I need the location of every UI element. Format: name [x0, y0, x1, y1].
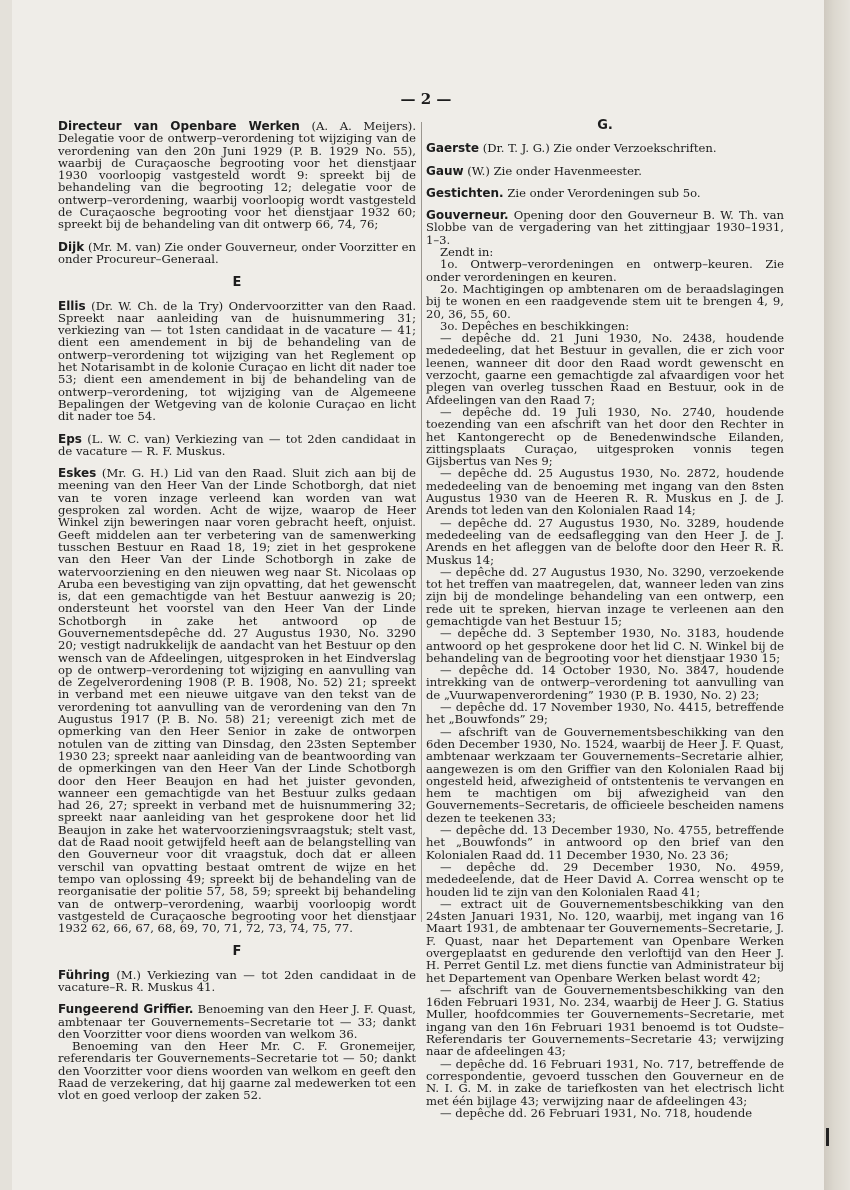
left-column [58, 120, 416, 1112]
entry-text: (Mr. M. van) Zie onder Gouverneur, onder Voorzitter en onder Procureur–Generaal. [58, 239, 417, 266]
entry-heading: Führing [58, 967, 110, 982]
entry-text: — depêche dd. 26 Februari 1931, No. 718, houdende [440, 1105, 753, 1120]
entry-text: Opening door den Gouverneur B. W. Th. van Slobbe van de vergadering van het zittingjaar 1930–1931, 1–3. [426, 208, 784, 247]
entry-text: — depêche dd. 27 Augustus 1930, No. 3289, houdende mededeeling van de eedsaflegging van den Heer J. de J. Arends en het afleggen van de belofte door den Heer R. R. Muskus 14; [426, 515, 784, 567]
entry-heading: Ellis [58, 298, 86, 313]
entry-text: — depêche dd. 13 December 1930, No. 4755, betreffende het „Bouwfonds” in antwoord op den brief van den Kolonialen Raad dd. 11 December 1930, No. 23 36; [426, 823, 784, 862]
entry-text: Zendt in: [440, 245, 494, 260]
index-entry-eps [58, 433, 416, 458]
entry-text: 1o. Ontwerp–verordeningen en ontwerp–keuren. Zie onder verordeningen en keuren. [426, 257, 784, 284]
entry-heading: Dijk [58, 239, 85, 254]
entry-text: 3o. Depêches en beschikkingen: [440, 318, 630, 333]
entry-text: — depêche dd. 14 October 1930, No. 3847, houdende intrekking van de ontwerp–verordening tot aanvulling van de „Vuurwapenverordening” 1930 (P. B. 1930, No. 2) 23; [426, 663, 784, 702]
entry-text: (Mr. G. H.) Lid van den Raad. Sluit zich aan bij de meening van den Heer Van der Linde Schotborgh, dat niet van te voren inzage verleend kan worden van wat gesproken zal worden. Acht de wijze, waarop de Heer Winkel zijn beweringen naar voren gebracht heeft, onjuist. Geeft middelen aan ter verbetering van de samenwerking tusschen Bestuur en Raad 18, 19; ziet in het gesprokene van den Heer Van der Linde Schotborgh in zake de watervoorziening en den nieuwen weg naar St. Nicolaas op Aruba een bevestiging van zijn opvatting, dat het gewenscht is, dat een gemachtigde van het Bestuur aanwezig is 20; ondersteunt het voorstel van den Heer Van der Linde Schotborgh in zake het antwoord op de Gouvernementsdepêche dd. 27 Augustus 1930, No. 3290 20; vestigt nadrukkelijk de aandacht van het Bestuur op den wensch van de Afdeelingen, uitgesproken in het Eindverslag op de ontwerp–verordening tot wijziging en aanvulling van de Zegelverordening 1908 (P. B. 1908, No. 52) 21; spreekt in verband met een nieuwe uitgave van den tekst van de verordening tot aanvulling van de verordening van den 7n Augustus 1917 (P. B. No. 58) 21; vereenigt zich met de opmerking van den Heer Senior in zake de ontworpen notulen van de zitting van Dinsdag, den 23sten September 1930 23; spreekt naar aanleiding van de beantwoording van de opmerkingen van den Heer Van der Linde Schotborgh door den Heer Beaujon en had het juister gevonden, wanneer een gemachtigde van het Bestuur zulks gedaan had 26, 27; spreekt in verband met de huisnummering 32; spreekt naar aanleiding van het gesprokene door het lid Beaujon in zake het watervoorzieningsvraagstuk; stelt vast, dat de Raad nooit getwijfeld heeft aan de belangstelling van den Gouverneur voor dit vraagstuk, doch dat er alleen verschil van opvatting bestaat omtrent de wijze en het tempo van oplossing 49; spreekt bij de behandeling van de reorganisatie der politie 57, 58, 59; spreekt bij behandeling van de ontwerp–verordening, waarbij voorloopig wordt vastgesteld de Curaçaosche begrooting voor het dienstjaar 1932 62, 66, 67, 68, 69, 70, 71, 72, 73, 74, 75, 77. [58, 466, 417, 936]
entry-text: — depêche dd. 29 December 1930, No. 4959, mededeelende, dat de Heer David A. Correa wenscht op te houden lid te zijn van den Kolonialen Raad 41; [426, 859, 784, 899]
entry-text: Zie onder Verordeningen sub 5o. [507, 185, 701, 200]
edge-mark [826, 1128, 829, 1146]
entry-text: (Dr. W. Ch. de la Try) Ondervoorzitter van den Raad. Spreekt naar aanleiding van de huisnummering 31; verkiezing van — tot 1sten candidaat in de vacature — 41; dient een amendement in bij de behandeling van de ontwerp–verordening tot wijziging van het Reglement op het Notarisambt in de kolonie Curaçao en licht dit nader toe 53; dient een amendement in bij de behandeling van de ontwerp–verordening, tot wijziging van de Algemeene Bepalingen der Wetgeving van de kolonie Curaçao en licht dit nader toe 54. [58, 298, 417, 424]
column-divider [421, 122, 422, 922]
section-letter: E [232, 275, 242, 291]
entry-text: — afschrift van de Gouvernementsbeschikking van den 6den December 1930, No. 1524, waarbij de Heer J. F. Quast, ambtenaar werkzaam ter Gouvernements–Secretarie alhier, aangewezen is om den Griffier van den Kolonialen Raad bij ongesteld heid, afwezigheid of ontstentenis te vervangen en hem te machtigen om bij afwezigheid van den Gouvernements–Secretaris, de officieele bescheiden namens dezen te teekenen 33; [426, 724, 784, 825]
entry-heading: Directeur van Openbare Werken [58, 119, 300, 133]
entry-text: — depêche dd. 21 Juni 1930, No. 2438, houdende mededeeling, dat het Bestuur in gevallen, die er zich voor leenen, wanneer dit door den Raad wordt gewenscht en verzocht, gaarne een gemachtigde zal afvaardigen voor het plegen van overleg tusschen Raad en Bestuur, ook in de Afdeelingen van den Raad 7; [426, 331, 784, 407]
index-entry-directeur-van-openbare-werken [58, 120, 416, 231]
page-edge [824, 0, 850, 1190]
index-entry-fuhring [58, 969, 416, 994]
section-letter: G. [597, 118, 613, 133]
entry-text: — depêche dd. 16 Februari 1931, No. 717, betreffende de correspondentie, gevoerd tusschen den Gouverneur en de N. I. G. M. in zake de tariefkosten van het electrisch licht met één bijlage 43; verwijzing naar de afdeelingen 43; [426, 1056, 784, 1108]
entry-text: — depêche dd. 27 Augustus 1930, No. 3290, verzoekende tot het treffen van maatregelen, dat, wanneer leden van zins zijn bij de mondelinge behandeling van een ontwerp, een rede uit te spreken, hiervan inzage te verleenen aan den gemachtigde van het Bestuur 15; [426, 564, 784, 628]
index-entry-dijk [58, 241, 416, 266]
right-column [426, 120, 784, 1129]
entry-text: (M.) Verkiezing van — tot 2den candidaat in de vacature–R. R. Muskus 41. [58, 967, 416, 994]
entry-text: — depêche dd. 25 Augustus 1930, No. 2872, houdende mededeeling van de benoeming met ingang van den 8sten Augustus 1930 van de Heeren R. R. Muskus en J. de J. Arends tot leden van den Kolonialen Raad 14; [426, 466, 784, 518]
entry-text: Benoeming van den Heer Mr. C. F. Gronemeijer, referendaris ter Gouvernements–Secretarie tot — 50; dankt den Voorzitter voor diens woorden van welkom en geeft den Raad de verzekering, dat hij gaarne zal medewerken tot een vlot en goed verloop der zaken 52. [58, 1039, 416, 1103]
entry-heading: Gestichten. [426, 185, 504, 200]
index-entry-fungeerend-griffier [58, 1003, 416, 1101]
section-letter: F [232, 944, 242, 960]
entry-text: — extract uit de Gouvernementsbeschikking van den 24sten Januari 1931, No. 120, waarbij, met ingang van 16 Maart 1931, de ambtenaar ter Gouvernements–Secretarie, J. F. Quast, naar het Departement van Openbare Werken overgeplaatst en gedurende den verloftijd van den Heer J. H. Perret Gentil Lz. met diens functie van Administrateur bij het Departement van Openbare Werken belast wordt 42; [426, 896, 784, 985]
index-entry-gaerste [426, 142, 784, 154]
index-entry-ellis [58, 300, 416, 423]
entry-text: 2o. Machtigingen op ambtenaren om de beraadslagingen bij te wonen en een raadgevende stem uit te brengen 4, 9, 20, 36, 55, 60. [426, 281, 784, 321]
entry-heading: Gaerste [426, 141, 480, 156]
entry-heading: Gauw [426, 163, 464, 178]
entry-text: (A. A. Meijers). Delegatie voor de ontwerp–verordening tot wijziging van de verordening van den 20n Juni 1929 (P. B. 1929 No. 55), waarbij de Curaçaosche begrooting voor het dienstjaar 1930 voorloopig vastgesteld wordt 9: spreekt bij de behandeling van die begrooting 12; delegatie voor de ontwerp–verordening, waarbij voorloopig wordt vastgesteld de Curaçaosche begrooting voor het dienstjaar 1932 60; spreekt bij de behandeling van dit ontwerp 66, 74, 76; [58, 119, 417, 232]
entry-text: (Dr. T. J. G.) Zie onder Verzoekschriften. [482, 141, 717, 156]
index-entry-gestichten [426, 187, 784, 199]
entry-heading: Eps [58, 431, 82, 446]
entry-text: — depêche dd. 3 September 1930, No. 3183, houdende antwoord op het gesprokene door het lid C. N. Winkel bij de behandeling van de begrooting voor het dienstjaar 1930 15; [426, 626, 784, 665]
page-number: — 2 — [400, 90, 452, 108]
index-entry-gauw [426, 165, 784, 177]
index-entry-eskes [58, 467, 416, 934]
index-entry-gouverneur [426, 209, 784, 1119]
entry-text: — afschrift van de Gouvernementsbeschikking van den 16den Februari 1931, No. 234, waarbij de Heer J. G. Statius Muller, hoofdcommies ter Gouvernements–Secretarie, met ingang van den 16n Februari 1931 benoemd is tot Oudste–Referendaris ter Gouvernements–Secretarie 43; verwijzing naar de afdeelingen 43; [426, 982, 784, 1059]
entry-heading: Fungeerend Griffier. [58, 1002, 194, 1017]
entry-text: (L. W. C. van) Verkiezing van — tot 2den candidaat in de vacature — R. F. Muskus. [58, 431, 417, 458]
entry-text: (W.) Zie onder Havenmeester. [467, 163, 642, 178]
entry-text: — depêche dd. 17 November 1930, No. 4415, betreffende het „Bouwfonds” 29; [426, 700, 784, 727]
entry-heading: Eskes [58, 466, 97, 481]
entry-text: Benoeming van den Heer J. F. Quast, ambtenaar ter Gouvernements–Secretarie tot — 33; dankt den Voorzitter voor diens woorden van welkom 36. [58, 1002, 416, 1041]
entry-heading: Gouverneur. [426, 208, 509, 223]
entry-text: — depêche dd. 19 Juli 1930, No. 2740, houdende toezending van een afschrift van het door den Rechter in het Kantongerecht op de Benedenwindsche Eilanden, zittingsplaats Curaçao, uitgesproken vonnis tegen Gijsbertus van Nes 9; [426, 404, 784, 469]
